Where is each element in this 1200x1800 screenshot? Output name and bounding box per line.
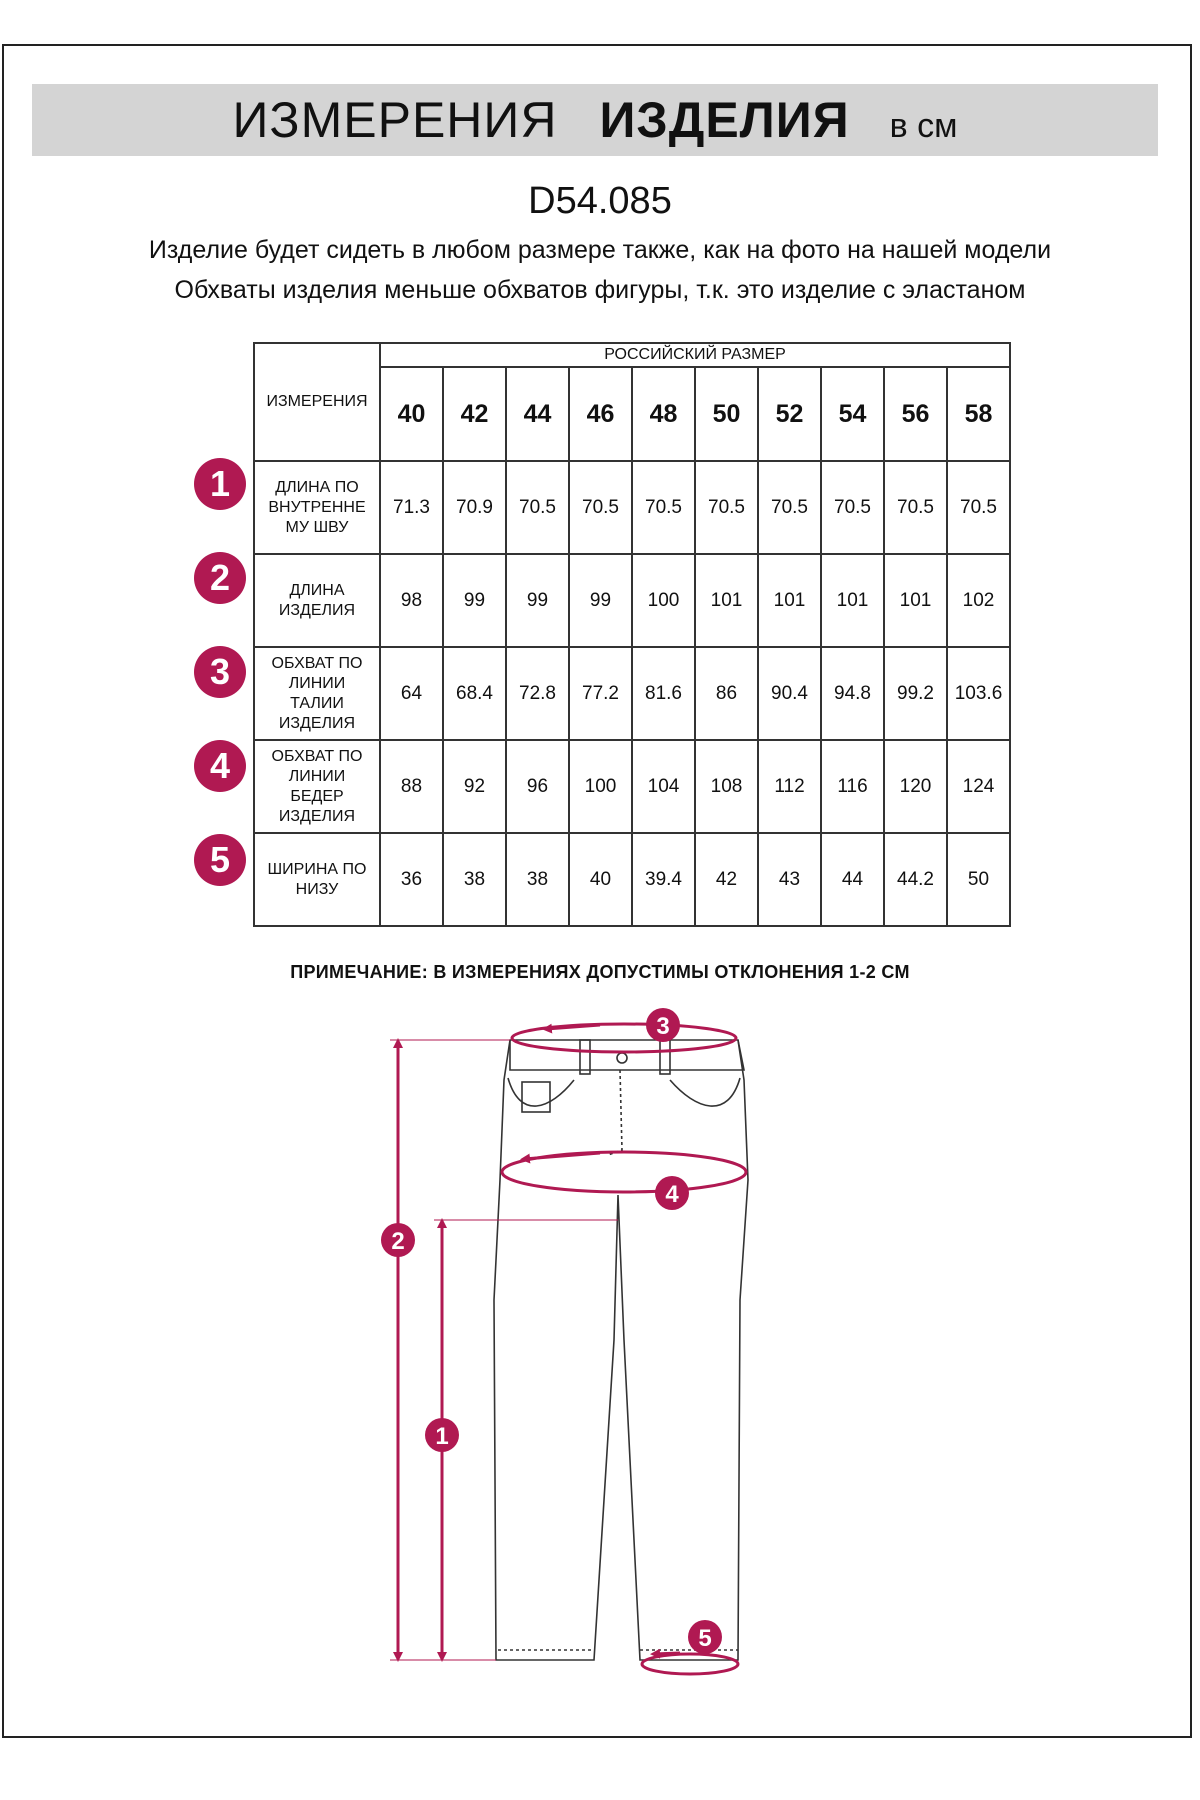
table-row <box>254 461 1010 554</box>
value-cell: 44.2 <box>884 833 947 926</box>
row-number-badge: 2 <box>194 552 246 604</box>
value-cell: 99 <box>569 554 632 647</box>
value-cell: 96 <box>506 740 569 833</box>
value-cell: 100 <box>632 554 695 647</box>
value-cell: 108 <box>695 740 758 833</box>
value-cell: 70.5 <box>506 461 569 554</box>
title-product: ИЗДЕЛИЯ <box>599 92 850 148</box>
value-cell: 99.2 <box>884 647 947 740</box>
value-cell: 38 <box>506 833 569 926</box>
row-number-badge: 5 <box>194 834 246 886</box>
value-cell: 36 <box>380 833 443 926</box>
size-header-cell: 52 <box>758 367 821 461</box>
button <box>617 1053 627 1063</box>
russian-size-header: РОССИЙСКИЙ РАЗМЕР <box>380 343 1010 367</box>
article-number: D54.085 <box>528 180 672 222</box>
value-cell: 72.8 <box>506 647 569 740</box>
fit-note: Изделие будет сидеть в любом размере также, как на фото на нашей модели <box>148 236 1052 264</box>
row-number-badge: 4 <box>194 740 246 792</box>
value-cell: 103.6 <box>947 647 1010 740</box>
coin-pocket <box>522 1082 550 1112</box>
hem-measure <box>642 1654 738 1674</box>
value-cell: 88 <box>380 740 443 833</box>
value-cell: 101 <box>758 554 821 647</box>
waistband <box>510 1040 744 1070</box>
value-cell: 40 <box>569 833 632 926</box>
value-cell: 50 <box>947 833 1010 926</box>
measurements-header: ИЗМЕРЕНИЯ <box>254 343 380 461</box>
marker-5 <box>688 1620 722 1654</box>
value-cell: 70.5 <box>569 461 632 554</box>
table-header-row <box>254 343 1010 367</box>
row-label <box>254 740 380 833</box>
marker-2 <box>381 1223 415 1257</box>
value-cell: 42 <box>695 833 758 926</box>
title-bar <box>32 84 1158 156</box>
value-cell: 99 <box>443 554 506 647</box>
value-cell: 86 <box>695 647 758 740</box>
row-label-line: ИЗДЕЛИЯ <box>278 714 356 732</box>
value-cell: 100 <box>569 740 632 833</box>
row-label-line: ОБХВАТ ПО <box>271 654 363 672</box>
row-number-badge: 3 <box>194 646 246 698</box>
value-cell: 70.5 <box>947 461 1010 554</box>
svg-text:5: 5 <box>698 1625 712 1652</box>
value-cell: 68.4 <box>443 647 506 740</box>
size-table <box>253 342 1011 927</box>
jeans-diagram <box>0 990 1200 1720</box>
row-label-line: ИЗДЕЛИЯ <box>278 807 356 825</box>
size-header-cell: 54 <box>821 367 884 461</box>
hem-arrow <box>654 1653 680 1654</box>
front-pocket-right <box>670 1078 740 1106</box>
marker-4 <box>655 1176 689 1210</box>
row-label-line: ИЗДЕЛИЯ <box>278 601 356 619</box>
value-cell: 116 <box>821 740 884 833</box>
row-label-line: НИЗУ <box>295 880 339 898</box>
size-header-cell: 46 <box>569 367 632 461</box>
value-cell: 70.5 <box>821 461 884 554</box>
marker-3 <box>646 1008 680 1042</box>
value-cell: 102 <box>947 554 1010 647</box>
value-cell: 71.3 <box>380 461 443 554</box>
value-cell: 92 <box>443 740 506 833</box>
size-header-cell: 48 <box>632 367 695 461</box>
value-cell: 43 <box>758 833 821 926</box>
waist-measure <box>512 1024 736 1052</box>
value-cell: 104 <box>632 740 695 833</box>
value-cell: 98 <box>380 554 443 647</box>
row-label-line: ТАЛИИ <box>290 694 344 712</box>
value-cell: 70.5 <box>632 461 695 554</box>
row-label-line: БЕДЕР <box>290 787 344 805</box>
title-unit: в см <box>889 107 958 145</box>
size-header-cell: 58 <box>947 367 1010 461</box>
value-cell: 70.5 <box>884 461 947 554</box>
jeans-left-leg <box>494 1040 748 1660</box>
value-cell: 120 <box>884 740 947 833</box>
row-label <box>254 461 380 554</box>
value-cell: 90.4 <box>758 647 821 740</box>
marker-1 <box>425 1418 459 1452</box>
value-cell: 70.5 <box>758 461 821 554</box>
size-header-cell: 50 <box>695 367 758 461</box>
row-label-line: ДЛИНА <box>289 581 345 599</box>
value-cell: 124 <box>947 740 1010 833</box>
belt-loop-right <box>660 1040 670 1074</box>
row-label <box>254 554 380 647</box>
row-label-line: ШИРИНА ПО <box>267 860 367 878</box>
value-cell: 81.6 <box>632 647 695 740</box>
row-label-line: ДЛИНА ПО <box>275 478 359 496</box>
title-measurements: ИЗМЕРЕНИЯ <box>232 92 558 148</box>
value-cell: 77.2 <box>569 647 632 740</box>
svg-text:4: 4 <box>665 1181 679 1208</box>
svg-text:3: 3 <box>656 1013 670 1040</box>
size-header-cell: 44 <box>506 367 569 461</box>
table-row <box>254 740 1010 833</box>
belt-loop-left <box>580 1040 590 1074</box>
size-header-cell: 40 <box>380 367 443 461</box>
value-cell: 39.4 <box>632 833 695 926</box>
value-cell: 64 <box>380 647 443 740</box>
value-cell: 99 <box>506 554 569 647</box>
size-header-cell: 56 <box>884 367 947 461</box>
value-cell: 70.5 <box>695 461 758 554</box>
deviation-note: ПРИМЕЧАНИЕ: В ИЗМЕРЕНИЯХ ДОПУСТИМЫ ОТКЛОНЕНИЯ 1-2 СМ <box>290 962 910 982</box>
value-cell: 112 <box>758 740 821 833</box>
row-label-line: ЛИНИИ <box>288 767 346 785</box>
row-label-line: ОБХВАТ ПО <box>271 747 363 765</box>
row-label-line: МУ ШВУ <box>285 518 349 536</box>
table-row <box>254 554 1010 647</box>
value-cell: 70.9 <box>443 461 506 554</box>
table-row <box>254 647 1010 740</box>
value-cell: 38 <box>443 833 506 926</box>
value-cell: 101 <box>884 554 947 647</box>
fly-stitch <box>608 1070 622 1155</box>
table-row <box>254 833 1010 926</box>
row-label <box>254 647 380 740</box>
jeans-outline <box>494 1040 748 1660</box>
svg-text:1: 1 <box>435 1423 449 1450</box>
value-cell: 101 <box>821 554 884 647</box>
row-number-badge: 1 <box>194 458 246 510</box>
value-cell: 44 <box>821 833 884 926</box>
value-cell: 101 <box>695 554 758 647</box>
svg-text:2: 2 <box>391 1228 405 1255</box>
size-header-cell: 42 <box>443 367 506 461</box>
row-label-line: ЛИНИИ <box>288 674 346 692</box>
stretch-note: Обхваты изделия меньше обхватов фигуры, т.к. это изделие с эластаном <box>174 276 1026 304</box>
value-cell: 94.8 <box>821 647 884 740</box>
row-label <box>254 833 380 926</box>
row-label-line: ВНУТРЕННЕ <box>268 498 366 516</box>
